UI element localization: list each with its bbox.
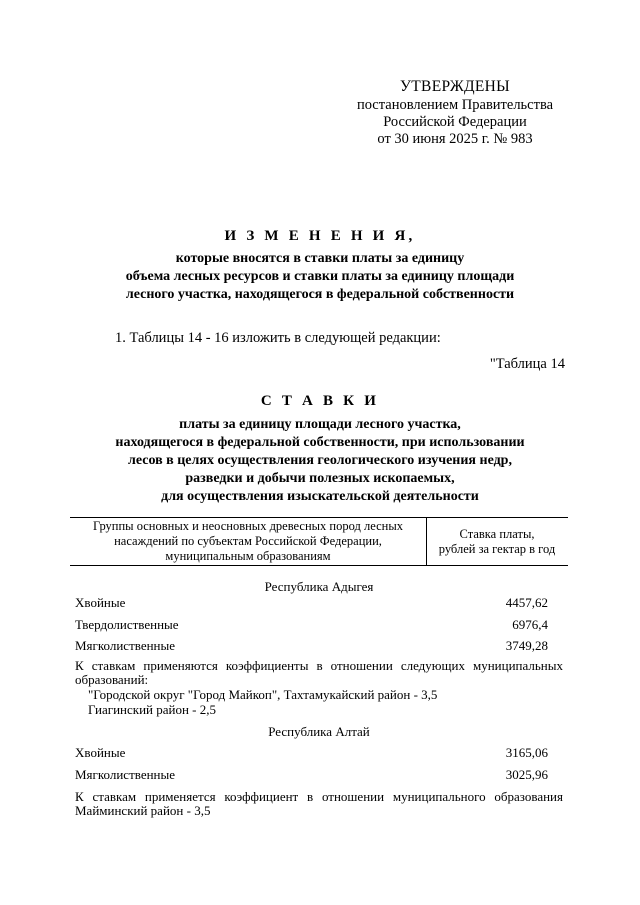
region-adygea: Республика Адыгея: [264, 579, 374, 594]
table-reference: "Таблица 14: [489, 356, 565, 372]
approval-block: [330, 78, 580, 148]
rates-subtitle: [60, 416, 580, 506]
table-row-value: 3165,06: [505, 745, 548, 760]
table-row-value: 3025,96: [505, 767, 548, 782]
changes-subtitle-line-1: которые вносятся в ставки платы за единицу: [175, 251, 465, 266]
changes-subtitle: [60, 250, 580, 304]
approval-heading: УТВЕРЖДЕНЫ: [400, 78, 510, 95]
table-row-value: 3749,28: [505, 638, 548, 653]
approval-line-2: Российской Федерации: [383, 114, 527, 130]
item-1-text: 1. Таблицы 14 - 16 изложить в следующей редакции:: [115, 330, 441, 346]
changes-subtitle-line-3: лесного участка, находящегося в федеральной собственности: [125, 287, 515, 302]
changes-subtitle-line-2: объема лесных ресурсов и ставки платы за единицу площади: [125, 269, 515, 284]
table-row-value: 4457,62: [505, 595, 548, 610]
approval-line-3: от 30 июня 2025 г. № 983: [377, 131, 533, 147]
table-row-value: 6976,4: [512, 617, 548, 632]
table-header-col-1: Группы основных и неосновных древесных пород лесных насаждений по субъектам Российской Федерации, муниципальным образованиям: [93, 519, 403, 563]
table-row-label: Твердолиственные: [75, 617, 179, 632]
rates-subtitle-line-3: лесов в целях осуществления геологического изучения недр,: [128, 453, 512, 468]
adygea-coefficient-note: К ставкам применяются коэффициенты в отношении следующих муниципальных образований:: [75, 658, 563, 687]
table-row-label: Мягколиственные: [75, 767, 176, 782]
rates-subtitle-line-1: платы за единицу площади лесного участка,: [179, 417, 461, 432]
approval-line-1: постановлением Правительства: [356, 97, 554, 113]
region-altai: Республика Алтай: [268, 724, 370, 739]
adygea-coefficient-line-2: Гиагинский район - 2,5: [88, 702, 217, 717]
altai-coefficient-note: К ставкам применяется коэффициент в отношении муниципального образования Майминский район - 3,5: [75, 789, 563, 818]
table-top-rule: [70, 517, 568, 518]
table-header-bottom-rule: [70, 565, 568, 566]
table-row-label: Хвойные: [75, 595, 126, 610]
rates-subtitle-line-2: находящегося в федеральной собственности, при использовании: [115, 435, 525, 450]
rates-title: С Т А В К И: [260, 393, 380, 409]
rates-subtitle-line-4: разведки и добычи полезных ископаемых,: [185, 471, 455, 486]
changes-title: И З М Е Н Е Н И Я,: [224, 228, 416, 244]
table-row-label: Мягколиственные: [75, 638, 176, 653]
table-header-col-2: Ставка платы, рублей за гектар в год: [438, 527, 556, 556]
table-row-label: Хвойные: [75, 745, 126, 760]
rates-subtitle-line-5: для осуществления изыскательской деятельности: [161, 489, 479, 504]
adygea-coefficient-line-1: "Городской округ "Город Майкоп", Тахтамукайский район - 3,5: [88, 687, 438, 702]
